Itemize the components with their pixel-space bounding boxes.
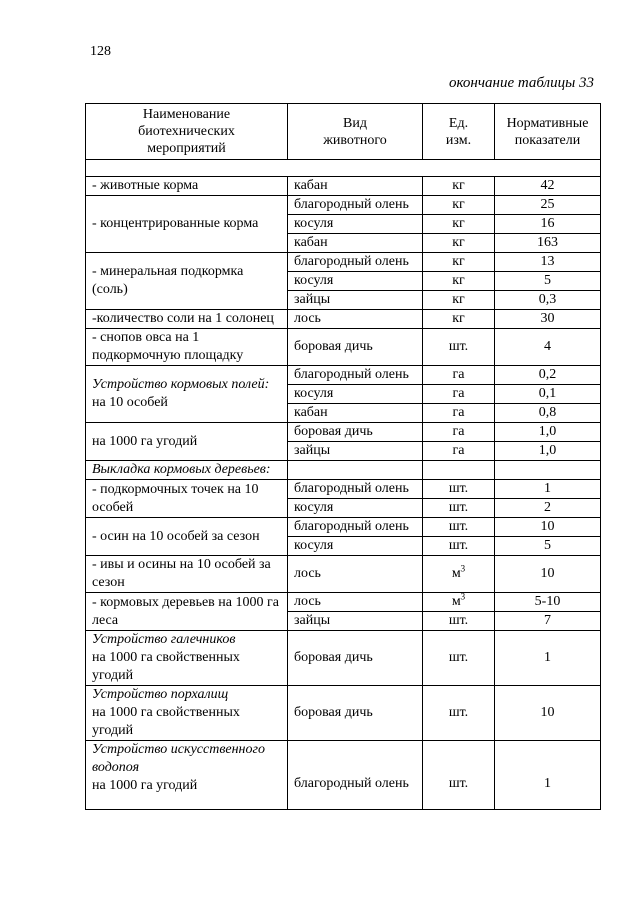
value-cell: 163 [495, 234, 601, 253]
header-norm-line: показатели [514, 132, 581, 148]
measure-cell [86, 631, 288, 686]
header-unit-line: изм. [445, 132, 472, 148]
unit-cell: шт. [423, 741, 495, 810]
table-row [86, 366, 601, 385]
value-cell: 13 [495, 253, 601, 272]
unit-cell: шт. [423, 631, 495, 686]
measure-text: на 1000 га угодий [92, 778, 198, 793]
unit-cell: кг [423, 234, 495, 253]
value-cell: 1 [495, 741, 601, 810]
unit-cell: кг [423, 310, 495, 329]
measure-text: на 1000 га свойственных угодий [92, 650, 240, 683]
measure-heading: Выкладка кормовых деревьев: [86, 461, 288, 480]
unit-cell: шт. [423, 686, 495, 741]
unit-cell: шт. [423, 499, 495, 518]
unit-cell [423, 556, 495, 593]
measure-cell: -количество соли на 1 солонец [86, 310, 288, 329]
measure-cell [86, 366, 288, 423]
measure-heading: Устройство порхалищ [92, 687, 229, 702]
unit-text: м [451, 566, 461, 581]
animal-cell: косуля [288, 499, 423, 518]
measure-cell: - осин на 10 особей за сезон [86, 518, 288, 556]
animal-cell: боровая дичь [288, 329, 423, 366]
animal-cell: благородный олень [288, 253, 423, 272]
unit-cell: кг [423, 196, 495, 215]
animal-cell: благородный олень [288, 741, 423, 810]
unit-cell: га [423, 442, 495, 461]
unit-cell: кг [423, 253, 495, 272]
measure-cell: на 1000 га угодий [86, 423, 288, 461]
measure-text: на 1000 га свойственных угодий [92, 705, 240, 738]
animal-cell: благородный олень [288, 196, 423, 215]
unit-cell: шт. [423, 612, 495, 631]
norms-table [85, 103, 601, 810]
measure-cell: - концентрированные корма [86, 196, 288, 253]
measure-cell: - минеральная подкормка (соль) [86, 253, 288, 310]
table-row [86, 253, 601, 272]
value-cell: 30 [495, 310, 601, 329]
value-cell: 42 [495, 177, 601, 196]
animal-cell: косуля [288, 385, 423, 404]
unit-cell: шт. [423, 537, 495, 556]
value-cell: 5-10 [495, 593, 601, 612]
table-row [86, 461, 601, 480]
value-cell: 10 [495, 518, 601, 537]
measure-text: на 10 особей [92, 395, 168, 410]
measure-cell [86, 741, 288, 810]
unit-cell: шт. [423, 518, 495, 537]
header-animal [288, 104, 423, 160]
header-measure-line: Наименование [142, 107, 231, 122]
table-row [86, 686, 601, 741]
value-cell: 4 [495, 329, 601, 366]
measure-cell: - кормовых деревьев на 1000 га леса [86, 593, 288, 631]
unit-cell: га [423, 423, 495, 442]
value-cell: 25 [495, 196, 601, 215]
measure-cell [86, 686, 288, 741]
measure-heading: Устройство галечников [92, 632, 236, 647]
value-cell: 10 [495, 556, 601, 593]
animal-cell: боровая дичь [288, 423, 423, 442]
value-cell: 5 [495, 537, 601, 556]
value-cell: 1 [495, 631, 601, 686]
animal-cell: боровая дичь [288, 631, 423, 686]
animal-cell: кабан [288, 404, 423, 423]
table-row [86, 196, 601, 215]
table-row [86, 631, 601, 686]
value-cell: 16 [495, 215, 601, 234]
measure-cell: - снопов овса на 1 подкормочную площадку [86, 329, 288, 366]
value-cell: 1,0 [495, 442, 601, 461]
animal-cell: косуля [288, 215, 423, 234]
table-caption: окончание таблицы 33 [448, 75, 594, 91]
animal-cell: зайцы [288, 442, 423, 461]
unit-cell: кг [423, 272, 495, 291]
header-animal-line: животного [323, 132, 387, 148]
unit-superscript: 3 [460, 591, 466, 602]
value-cell: 0,1 [495, 385, 601, 404]
value-cell: 2 [495, 499, 601, 518]
unit-cell: кг [423, 291, 495, 310]
measure-heading: Устройство искусственного водопоя [92, 742, 265, 775]
value-cell: 0,3 [495, 291, 601, 310]
animal-cell: зайцы [288, 291, 423, 310]
table-row [86, 593, 601, 612]
table-row [86, 177, 601, 196]
header-measure-line: мероприятий [147, 141, 226, 156]
value-cell: 1 [495, 480, 601, 499]
unit-text: м [451, 594, 461, 609]
animal-cell: косуля [288, 272, 423, 291]
value-cell: 5 [495, 272, 601, 291]
header-unit [423, 104, 495, 160]
animal-cell: лось [288, 556, 423, 593]
value-cell: 0,2 [495, 366, 601, 385]
value-cell: 1,0 [495, 423, 601, 442]
unit-cell: га [423, 385, 495, 404]
unit-cell: кг [423, 177, 495, 196]
table-row [86, 423, 601, 442]
animal-cell: косуля [288, 537, 423, 556]
table-row [86, 480, 601, 499]
value-cell: 0,8 [495, 404, 601, 423]
table-row [86, 518, 601, 537]
measure-heading: Устройство кормовых полей: [92, 377, 270, 392]
table-row [86, 310, 601, 329]
animal-cell: лось [288, 593, 423, 612]
unit-cell: шт. [423, 480, 495, 499]
unit-cell [423, 593, 495, 612]
animal-cell: зайцы [288, 612, 423, 631]
unit-cell: шт. [423, 329, 495, 366]
header-measure-line: биотехнических [138, 124, 235, 139]
page-number: 128 [90, 44, 111, 59]
spacer-row [86, 160, 601, 177]
value-cell: 7 [495, 612, 601, 631]
table-row [86, 329, 601, 366]
animal-cell: благородный олень [288, 366, 423, 385]
measure-cell: - подкормочных точек на 10 особей [86, 480, 288, 518]
table-row [86, 556, 601, 593]
header-norm-line: Нормативные [506, 115, 589, 131]
unit-superscript: 3 [460, 563, 466, 574]
animal-cell: лось [288, 310, 423, 329]
header-animal-line: Вид [343, 115, 367, 131]
animal-cell: благородный олень [288, 480, 423, 499]
table-row [86, 741, 601, 810]
measure-cell: - ивы и осины на 10 особей за сезон [86, 556, 288, 593]
animal-cell: благородный олень [288, 518, 423, 537]
header-row [86, 104, 601, 160]
unit-cell: кг [423, 215, 495, 234]
header-norm [495, 104, 601, 160]
value-cell: 10 [495, 686, 601, 741]
measure-cell: - животные корма [86, 177, 288, 196]
animal-cell: кабан [288, 234, 423, 253]
header-measure [86, 104, 288, 160]
unit-cell: га [423, 366, 495, 385]
unit-cell: га [423, 404, 495, 423]
animal-cell: кабан [288, 177, 423, 196]
animal-cell: боровая дичь [288, 686, 423, 741]
header-unit-line: Ед. [448, 115, 469, 131]
